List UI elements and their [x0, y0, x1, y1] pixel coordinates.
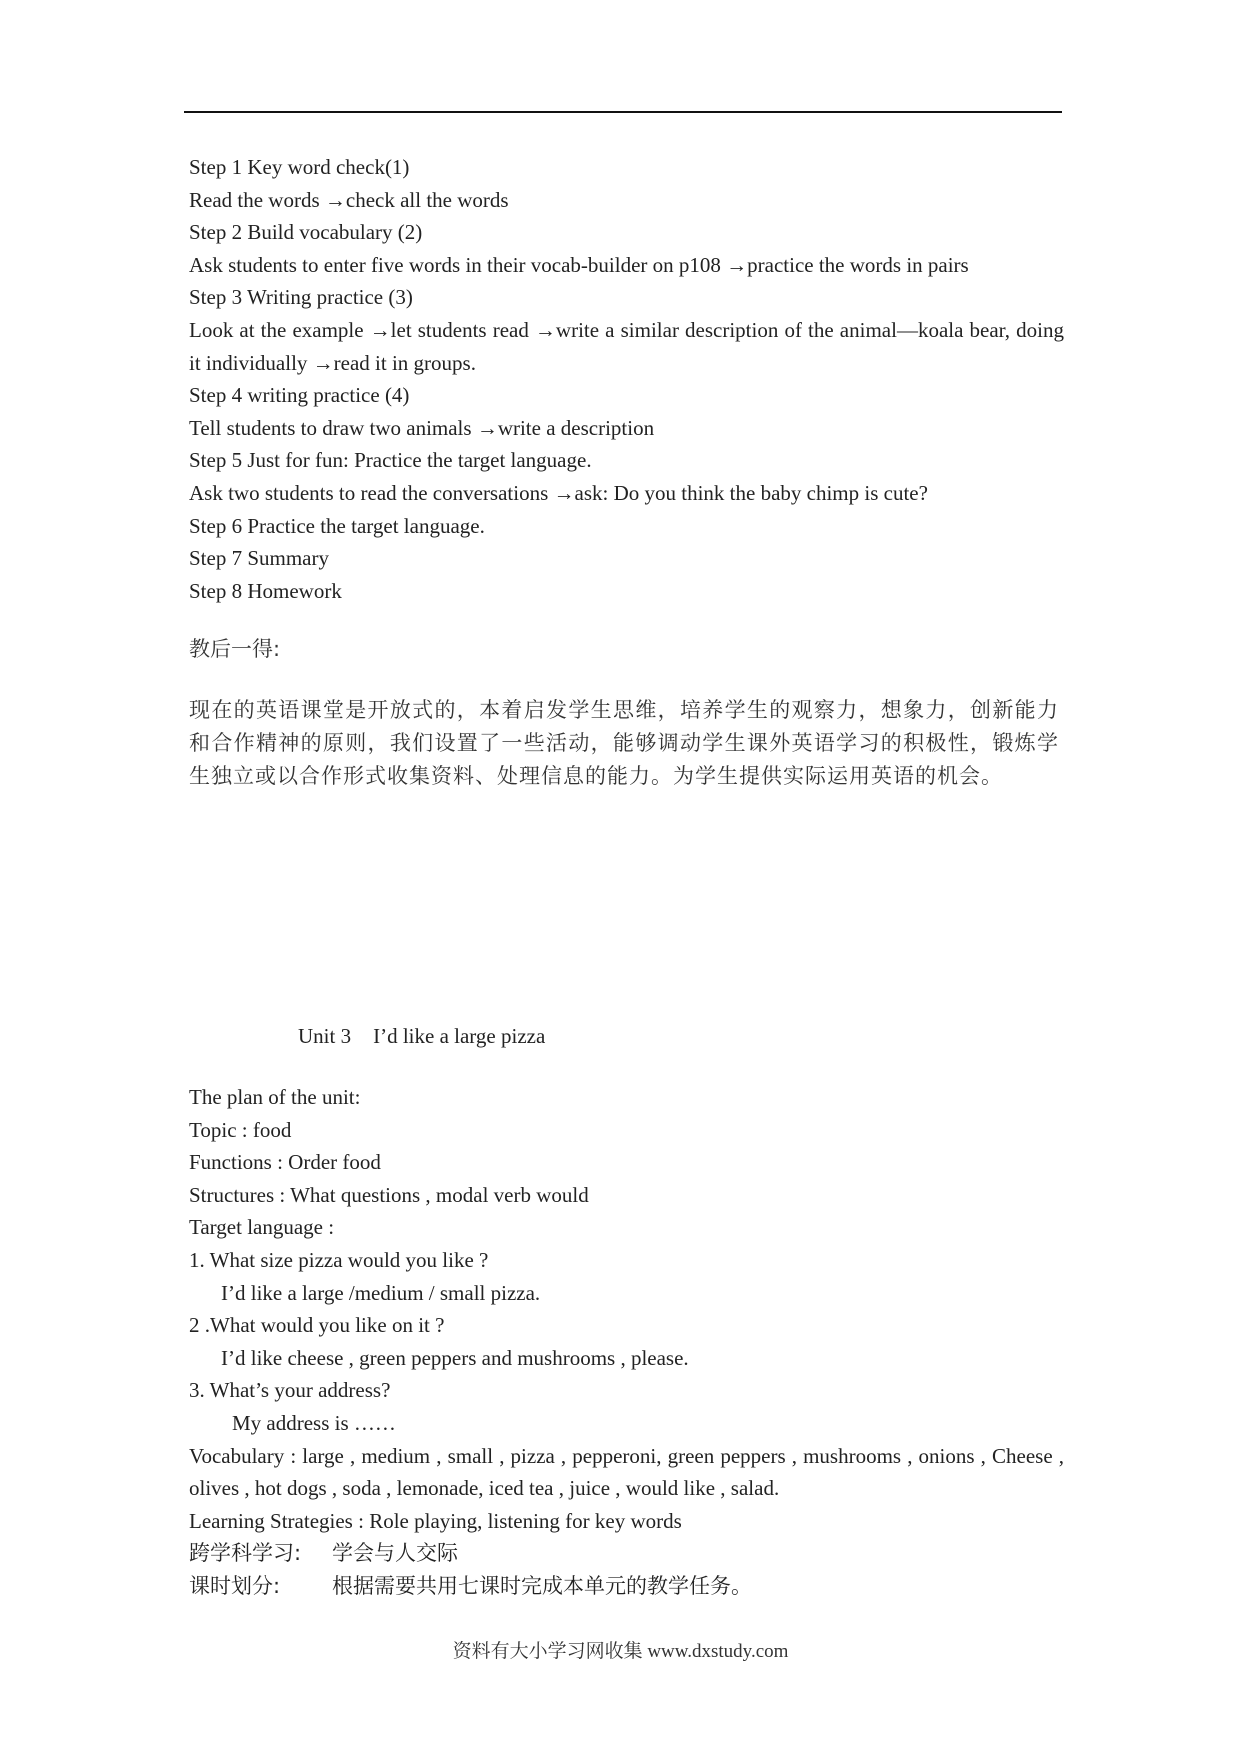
plan-target-language: Target language :	[189, 1215, 335, 1240]
step-1: Step 1 Key word check(1)	[189, 155, 410, 179]
question-3: 3. What’s your address?	[189, 1378, 391, 1403]
question-2: 2 .What would you like on it ?	[189, 1313, 445, 1338]
step-6: Step 6 Practice the target language.	[189, 513, 485, 538]
plan-functions: Functions : Order food	[189, 1150, 381, 1175]
reflection-paragraph: 现在的英语课堂是开放式的，本着启发学生思维，培养学生的观察力，想象力，创新能力和合作精神的原则，我们设置了一些活动，能够调动学生课外英语学习的积极性，锻炼学生独立或以合作形式收集资料、处理信息的能力。为学生提供实际运用英语的机会。	[189, 698, 1059, 788]
header-rule	[184, 111, 1062, 113]
step-8: Step 8 Homework	[189, 578, 342, 603]
answer-1: I’d like a large /medium / small pizza.	[221, 1280, 541, 1305]
step-5-detail: Ask two students to read the conversations →ask: Do you think the baby chimp is cute?	[189, 480, 928, 505]
answer-2: I’d like cheese , green peppers and mushrooms , please.	[221, 1345, 689, 1370]
step-2: Step 2 Build vocabulary (2)	[189, 220, 423, 245]
cross-subject-label: 跨学科学习:	[189, 1541, 302, 1566]
question-1: 1. What size pizza would you like ?	[189, 1247, 489, 1272]
plan-topic: Topic : food	[189, 1117, 292, 1142]
cross-subject-value: 学会与人交际	[332, 1541, 458, 1566]
step-4: Step 4 writing practice (4)	[189, 383, 410, 408]
plan-strategies: Learning Strategies : Role playing, listening for key words	[189, 1508, 682, 1533]
periods-label: 课时划分:	[189, 1573, 281, 1598]
step-1-detail: Read the words →check all the words	[189, 187, 509, 212]
step-5: Step 5 Just for fun: Practice the target language.	[189, 448, 592, 473]
plan-structures: Structures : What questions , modal verb would	[189, 1182, 589, 1207]
answer-3: My address is ……	[232, 1410, 396, 1435]
plan-periods	[189, 1570, 1064, 1603]
step-4-detail: Tell students to draw two animals →write a description	[189, 415, 655, 440]
step-2-detail: Ask students to enter five words in their vocab-builder on p108 →practice the words in pairs	[189, 252, 969, 277]
unit-number: Unit 3	[298, 1024, 352, 1048]
reflection-heading: 教后一得:	[189, 637, 281, 661]
step-7: Step 7 Summary	[189, 546, 329, 571]
unit-name: I’d like a large pizza	[373, 1024, 546, 1048]
unit-title	[298, 1024, 545, 1049]
periods-value: 根据需要共用七课时完成本单元的教学任务。	[332, 1573, 752, 1598]
step-3: Step 3 Writing practice (3)	[189, 285, 413, 310]
page-footer: 资料有大小学习网收集 www.dxstudy.com	[452, 1641, 789, 1662]
plan-vocabulary: Vocabulary : large , medium , small , pizza , pepperoni, green peppers , mushrooms , onions , Cheese , olives , hot dogs , soda , lemonade, iced tea , juice , would like , salad.	[189, 1443, 1064, 1501]
lesson-steps	[189, 151, 1064, 607]
unit-plan	[189, 1081, 1064, 1603]
plan-heading: The plan of the unit:	[189, 1085, 361, 1109]
step-3-detail: Look at the example →let students read →write a similar description of the animal—koala bear, doing it individually →read it in groups.	[189, 317, 1064, 375]
plan-cross-subject	[189, 1537, 1064, 1570]
